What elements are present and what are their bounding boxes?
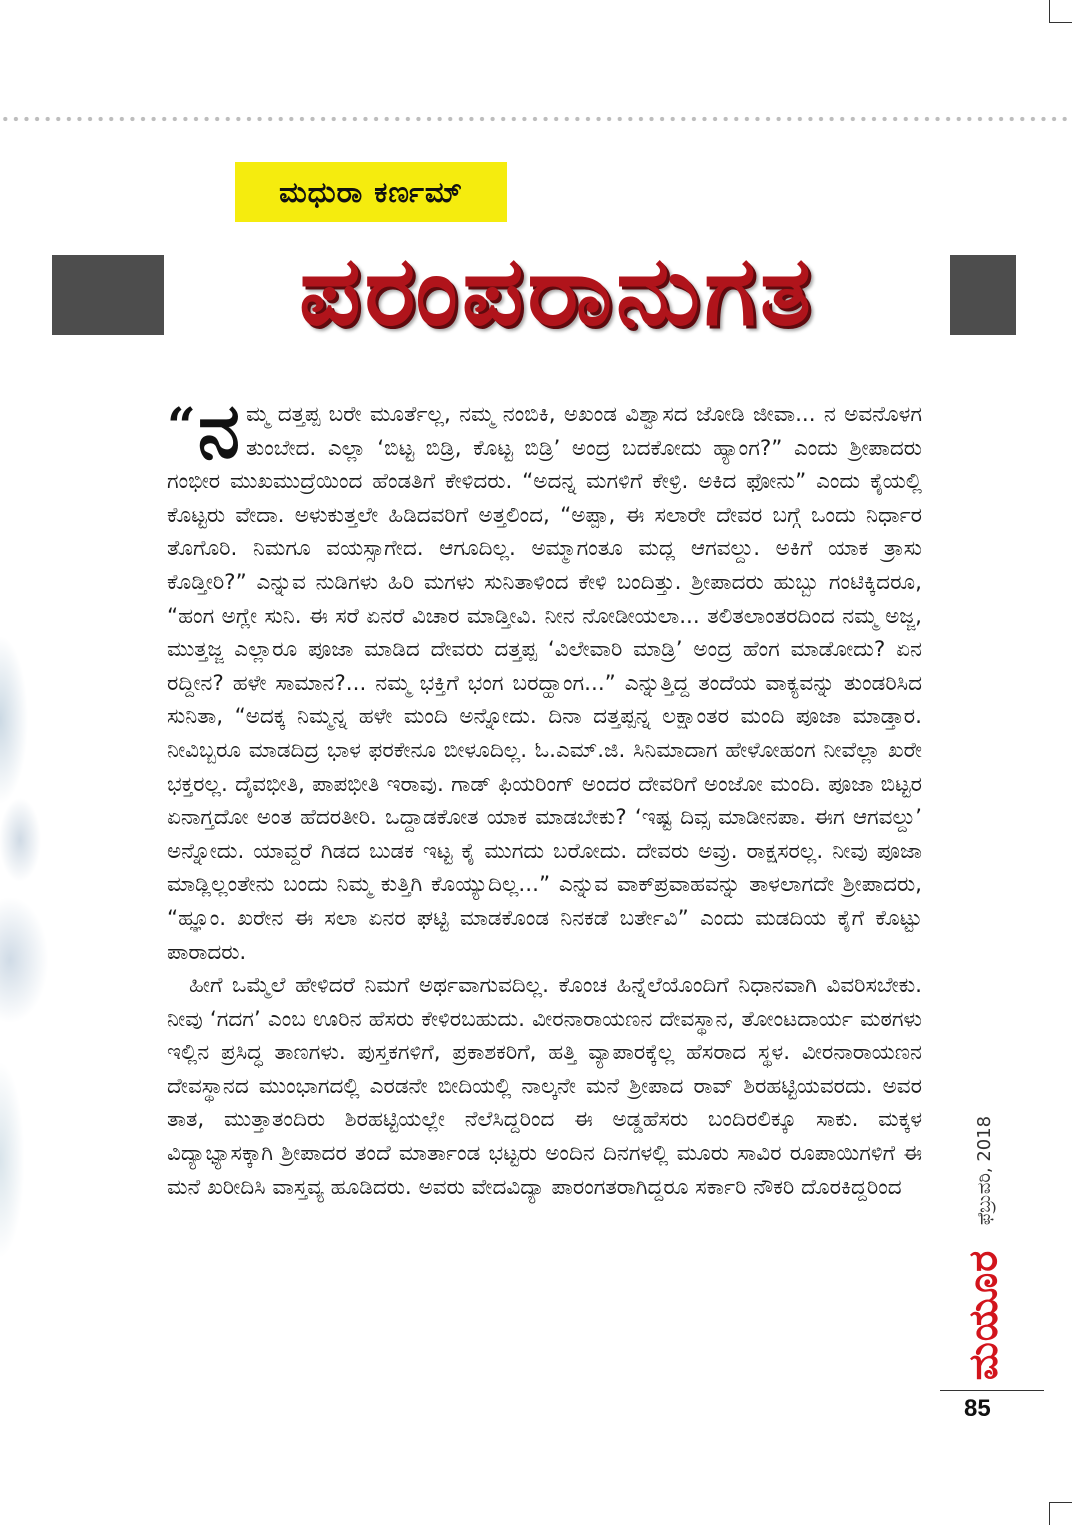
title-band-left <box>52 255 164 335</box>
issue-date <box>960 1100 1010 1240</box>
title-band-right <box>950 255 1016 335</box>
magazine-name <box>950 1245 1016 1385</box>
magazine-name-text: ಮಯೂರ <box>960 1249 1006 1381</box>
drop-cap: ನ <box>197 386 241 475</box>
issue-date-text: ಫೆಬ್ರುವರಿ, 2018 <box>974 1115 996 1225</box>
article-body <box>167 386 922 1204</box>
crop-mark-top-right <box>1049 0 1072 23</box>
page-number: 85 <box>964 1395 991 1422</box>
opening-quote-mark: “ <box>167 396 196 455</box>
paragraph-2: ಹೀಗೆ ಒಮ್ಮೆಲೆ ಹೇಳಿದರೆ ನಿಮಗೆ ಅರ್ಥವಾಗುವದಿಲ್ಲ. ಕೊಂಚ ಹಿನ್ನೆಲೆಯೊಂದಿಗೆ ನಿಧಾನವಾಗಿ ವಿವರಿಸಬೇಕು. ನೀವು ‘ಗದಗ’ ಎಂಬ ಊರಿನ ಹೆಸರು ಕೇಳಿರಬಹುದು. ವೀರನಾರಾಯಣನ ದೇವಸ್ಥಾನ, ತೋಂಟದಾರ್ಯ ಮಠಗಳು ಇಲ್ಲಿನ ಪ್ರಸಿದ್ಧ ತಾಣಗಳು. ಪುಸ್ತಕಗಳಿಗೆ, ಪ್ರಕಾಶಕರಿಗೆ, ಹತ್ತಿ ವ್ಯಾಪಾರಕ್ಕೆಲ್ಲ ಹೆಸರಾದ ಸ್ಥಳ. ವೀರನಾರಾಯಣನ ದೇವಸ್ಥಾನದ ಮುಂಭಾಗದಲ್ಲಿ ಎರಡನೇ ಬೀದಿಯಲ್ಲಿ ನಾಲ್ಕನೇ ಮನೆ ಶ್ರೀಪಾದ ರಾವ್ ಶಿರಹಟ್ಟಿಯವರದು. ಅವರ ತಾತ, ಮುತ್ತಾತಂದಿರು ಶಿರಹಟ್ಟಿಯಲ್ಲೇ ನೆಲೆಸಿದ್ದರಿಂದ ಈ ಅಡ್ಡಹೆಸರು ಬಂದಿರಲಿಕ್ಕೂ ಸಾಕು. ಮಕ್ಕಳ ವಿದ್ಯಾಭ್ಯಾಸಕ್ಕಾಗಿ ಶ್ರೀಪಾದರ ತಂದೆ ಮಾರ್ತಾಂಡ ಭಟ್ಟರು ಅಂದಿನ ದಿನಗಳಲ್ಲಿ ಮೂರು ಸಾವಿರ ರೂಪಾಯಿಗಳಿಗೆ ಈ ಮನೆ ಖರೀದಿಸಿ ವಾಸ್ತವ್ಯ ಹೂಡಿದರು. ಅವರು ವೇದವಿದ್ಯಾ ಪಾರಂಗತರಾಗಿದ್ದರೂ ಸರ್ಕಾರಿ ನೌಕರಿ ದೊರಕಿದ್ದರಿಂದ <box>167 973 922 1200</box>
paragraph-1-text: ಮ್ಮ ದತ್ತಪ್ಪ ಬರೇ ಮೂರ್ತೆಲ್ಲ, ನಮ್ಮ ನಂಬಿಕಿ, ಅಖಂಡ ವಿಶ್ವಾಸದ ಜೋಡಿ ಜೀವಾ... ನ ಅವನೊಳಗ ತುಂಬೇದ. ಎಲ್ಲಾ ‘ಬಿಟ್ಟ ಬಿಡ್ರಿ, ಕೊಟ್ಟ ಬಿಡ್ರಿ’ ಅಂದ್ರ ಬದಕೋದು ಹ್ಯಾಂಗ?” ಎಂದು ಶ್ರೀಪಾದರು ಗಂಭೀರ ಮುಖಮುದ್ರೆಯಿಂದ ಹೆಂಡತಿಗೆ ಕೇಳಿದರು. “ಅದನ್ನ ಮಗಳಿಗೆ ಕೇಳ್ರಿ. ಅಕಿದ ಫೋನು” ಎಂದು ಕೈಯಲ್ಲಿ ಕೊಟ್ಟರು ವೇದಾ. ಅಳುಕುತ್ತಲೇ ಹಿಡಿದವರಿಗೆ ಅತ್ತಲಿಂದ, “ಅಪ್ಪಾ, ಈ ಸಲಾರೇ ದೇವರ ಬಗ್ಗೆ ಒಂದು ನಿರ್ಧಾರ ತೊಗೊರಿ. ನಿಮಗೂ ವಯಸ್ಸಾಗೇದ. ಆಗೂದಿಲ್ಲ. ಅಮ್ಮಾಗಂತೂ ಮದ್ಲ ಆಗವಲ್ದು. ಅಕಿಗೆ ಯಾಕ ತ್ರಾಸು ಕೊಡ್ತೀರಿ?” ಎನ್ನುವ ನುಡಿಗಳು ಹಿರಿ ಮಗಳು ಸುನಿತಾಳಿಂದ ಕೇಳಿ ಬಂದಿತ್ತು. ಶ್ರೀಪಾದರು ಹುಬ್ಬು ಗಂಟಿಕ್ಕಿದರೂ, “ಹಂಗ ಅಗ್ಲೇ ಸುನಿ. ಈ ಸರೆ ಏನರೆ ವಿಚಾರ ಮಾಡ್ತೀವಿ. ನೀನ ನೋಡೀಯಲಾ... ತಲಿತಲಾಂತರದಿಂದ ನಮ್ಮ ಅಜ್ಜ, ಮುತ್ತಜ್ಜ ಎಲ್ಲಾರೂ ಪೂಜಾ ಮಾಡಿದ ದೇವರು ದತ್ತಪ್ಪ ‘ವಿಲೇವಾರಿ ಮಾಡ್ರಿ’ ಅಂದ್ರ ಹೆಂಗ ಮಾಡೋದು? ಏನ ರದ್ದೀನ? ಹಳೇ ಸಾಮಾನ?... ನಮ್ಮ ಭಕ್ತಿಗೆ ಭಂಗ ಬರದ್ಹಾಂಗ...” ಎನ್ನುತ್ತಿದ್ದ ತಂದೆಯ ವಾಕ್ಯವನ್ನು ತುಂಡರಿಸಿದ ಸುನಿತಾ, “ಅದಕ್ಕ ನಿಮ್ಮನ್ನ ಹಳೇ ಮಂದಿ ಅನ್ನೋದು. ದಿನಾ ದತ್ತಪ್ಪನ್ನ ಲಕ್ಷಾಂತರ ಮಂದಿ ಪೂಜಾ ಮಾಡ್ತಾರ. ನೀವಿಬ್ಬರೂ ಮಾಡದಿದ್ರ ಭಾಳ ಫರಕೇನೂ ಬೀಳೂದಿಲ್ಲ. ಓ.ಎಮ್.ಜಿ. ಸಿನಿಮಾದಾಗ ಹೇಳೋಹಂಗ ನೀವೆಲ್ಲಾ ಖರೇ ಭಕ್ತರಲ್ಲ. ದೈವಭೀತಿ, ಪಾಪಭೀತಿ ಇರಾವು. ಗಾಡ್ ಫಿಯರಿಂಗ್ ಅಂದರ ದೇವರಿಗೆ ಅಂಜೋ ಮಂದಿ. ಪೂಜಾ ಬಿಟ್ಟರ ಏನಾಗ್ತದೋ ಅಂತ ಹೆದರತೀರಿ. ಒದ್ದಾಡಕೋತ ಯಾಕ ಮಾಡಬೇಕು? ‘ಇಷ್ಟ ದಿವ್ಸ ಮಾಡೀನಪಾ. ಈಗ ಆಗವಲ್ದು’ ಅನ್ನೋದು. ಯಾವ್ದರೆ ಗಿಡದ ಬುಡಕ ಇಟ್ಟ ಕೈ ಮುಗದು ಬರೋದು. ದೇವರು ಅವ್ರು. ರಾಕ್ಷಸರಲ್ಲ. ನೀವು ಪೂಜಾ ಮಾಡ್ಲಿಲ್ಲಂತೇನು ಬಂದು ನಿಮ್ಮ ಕುತ್ತಿಗಿ ಕೊಯ್ಯುದಿಲ್ಲ...” ಎನ್ನುವ ವಾಕ್‍ಪ್ರವಾಹವನ್ನು ತಾಳಲಾಗದೇ ಶ್ರೀಪಾದರು, “ಹ್ಞೂಂ. ಖರೇನ ಈ ಸಲಾ ಏನರ ಘಟ್ಟಿ ಮಾಡಕೊಂಡ ನಿನಕಡೆ ಬರ್ತೇವಿ” ಎಂದು ಮಡದಿಯ ಕೈಗೆ ಕೊಟ್ಟು ಪಾರಾದರು. <box>167 402 922 965</box>
dotted-divider <box>0 116 1072 122</box>
crop-mark-bottom-right <box>1049 1502 1072 1525</box>
article-title: ಪರಂಪರಾನುಗತ <box>299 233 815 347</box>
paragraph-1 <box>167 386 922 969</box>
author-tag: ಮಧುರಾ ಕರ್ಣಮ್ <box>235 162 507 222</box>
page-number-rule <box>940 1390 1044 1391</box>
watercolor-decoration <box>0 540 60 1320</box>
